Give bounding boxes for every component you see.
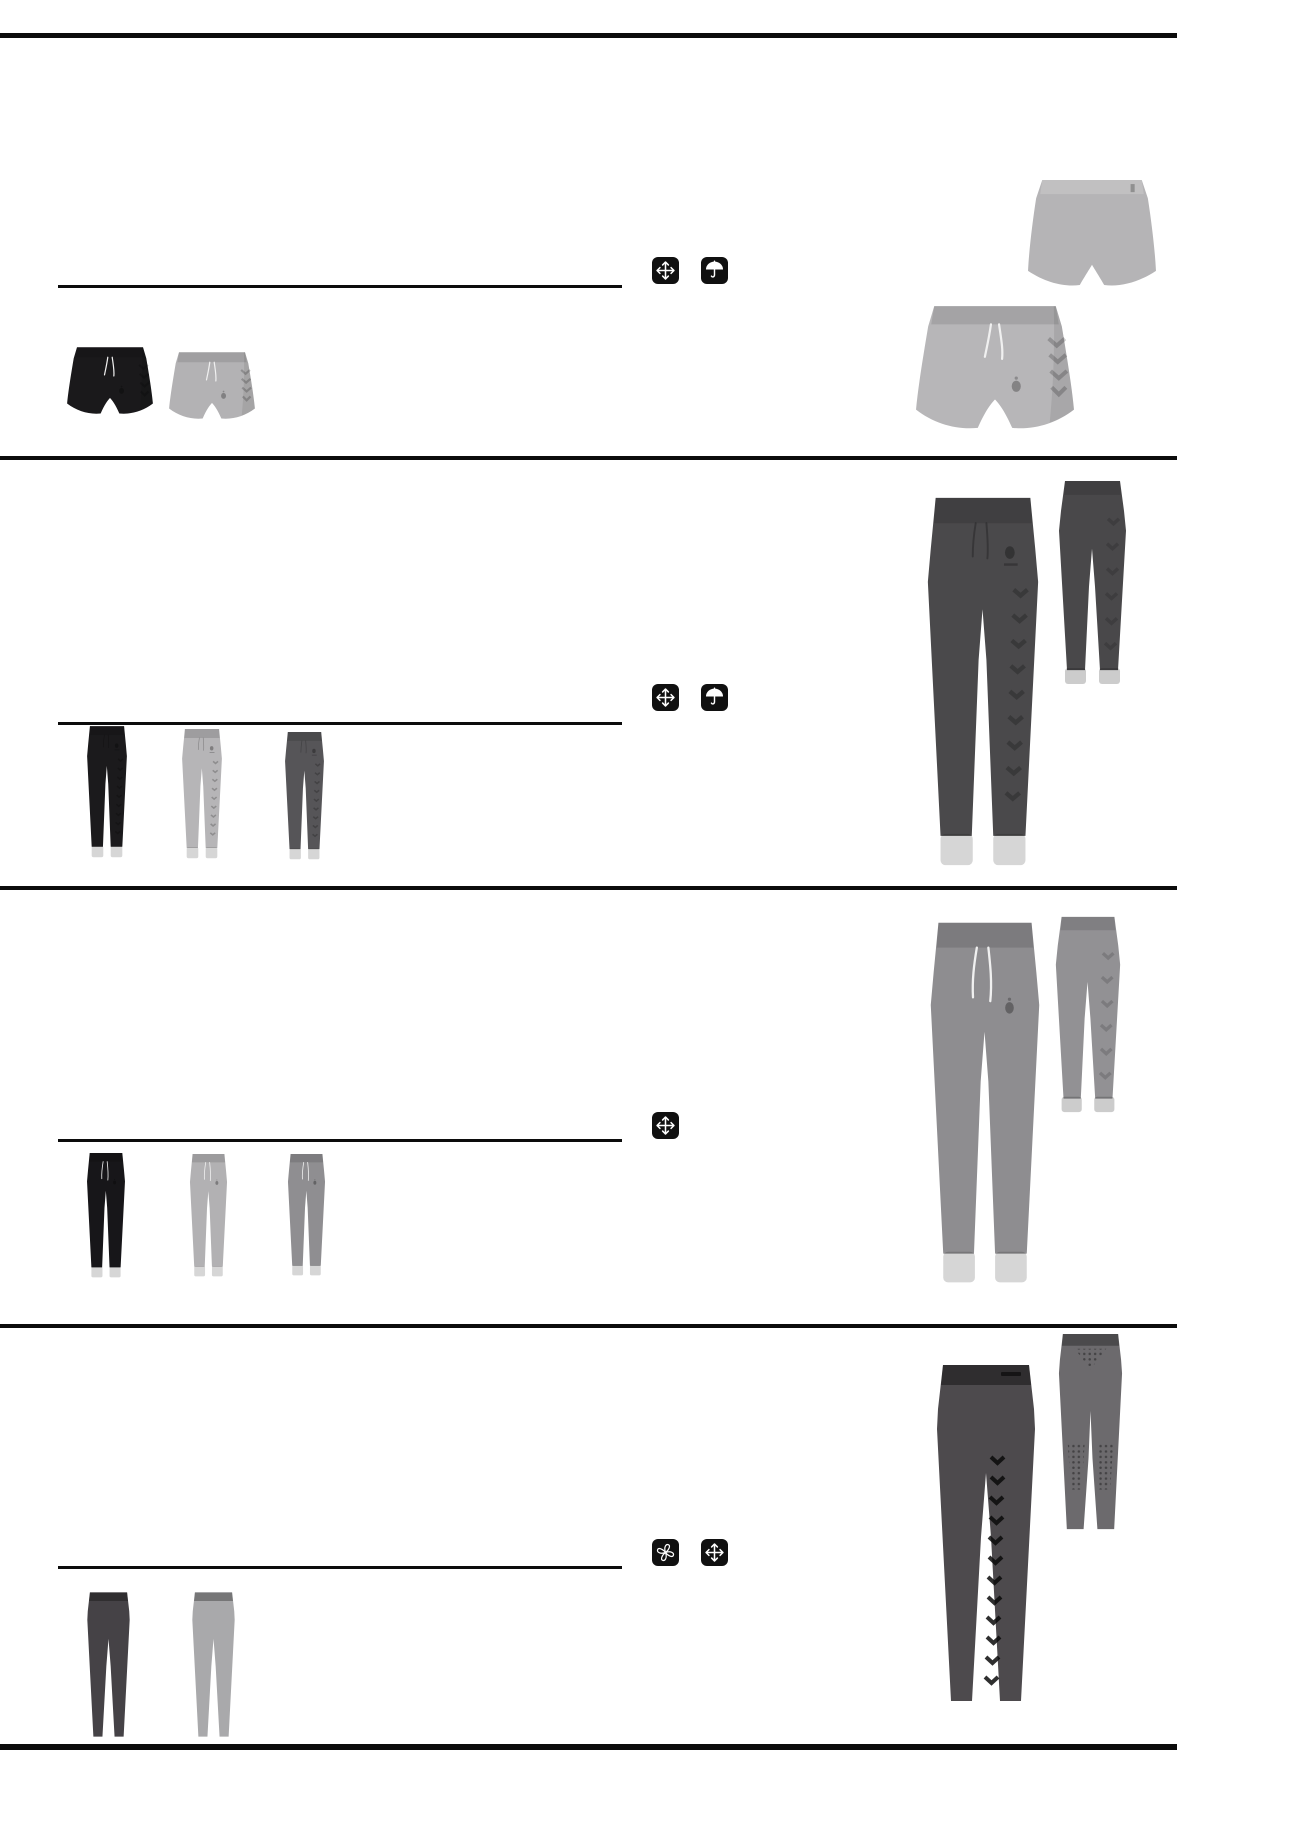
hero-pants-back-image <box>1052 913 1124 1114</box>
ventilation-icon <box>652 1539 679 1566</box>
variant-thumbnail-light-grey-tights <box>188 1589 239 1740</box>
variant-thumbnail-light-grey-pants <box>188 1152 229 1279</box>
product-title-rule <box>58 1139 622 1142</box>
hero-shorts-front-image <box>914 300 1076 438</box>
four-way-stretch-icon <box>652 257 679 284</box>
hero-shorts-back-image <box>1026 176 1158 289</box>
section-divider <box>0 456 1177 460</box>
section-divider <box>0 1324 1177 1328</box>
page-bottom-rule <box>0 1744 1177 1750</box>
variant-thumbnail-grey-shorts <box>168 349 256 424</box>
variant-thumbnail-grey-pants <box>180 727 224 861</box>
hero-tights-back-image <box>1055 1330 1126 1537</box>
hero-pants-back-image <box>1055 477 1130 686</box>
four-way-stretch-icon <box>701 1539 728 1566</box>
variant-thumbnail-black-shorts <box>66 344 154 419</box>
four-way-stretch-icon <box>652 1112 679 1139</box>
umbrella-icon <box>701 684 728 711</box>
product-title-rule <box>58 722 622 725</box>
hero-pants-front-image <box>925 917 1045 1290</box>
product-title-rule <box>58 1566 622 1569</box>
variant-thumbnail-grey-pants <box>286 1152 327 1278</box>
hero-pants-front-image <box>922 492 1044 873</box>
product-title-rule <box>58 285 622 288</box>
four-way-stretch-icon <box>652 684 679 711</box>
variant-thumbnail-black-pants <box>85 1151 127 1280</box>
variant-thumbnail-dark-tights <box>83 1589 134 1740</box>
variant-thumbnail-dark-grey-pants <box>283 730 326 862</box>
hero-tights-front-image <box>927 1357 1045 1709</box>
page-top-rule <box>0 33 1177 38</box>
umbrella-icon <box>701 257 728 284</box>
variant-thumbnail-black-pants <box>85 724 129 860</box>
section-divider <box>0 886 1177 890</box>
